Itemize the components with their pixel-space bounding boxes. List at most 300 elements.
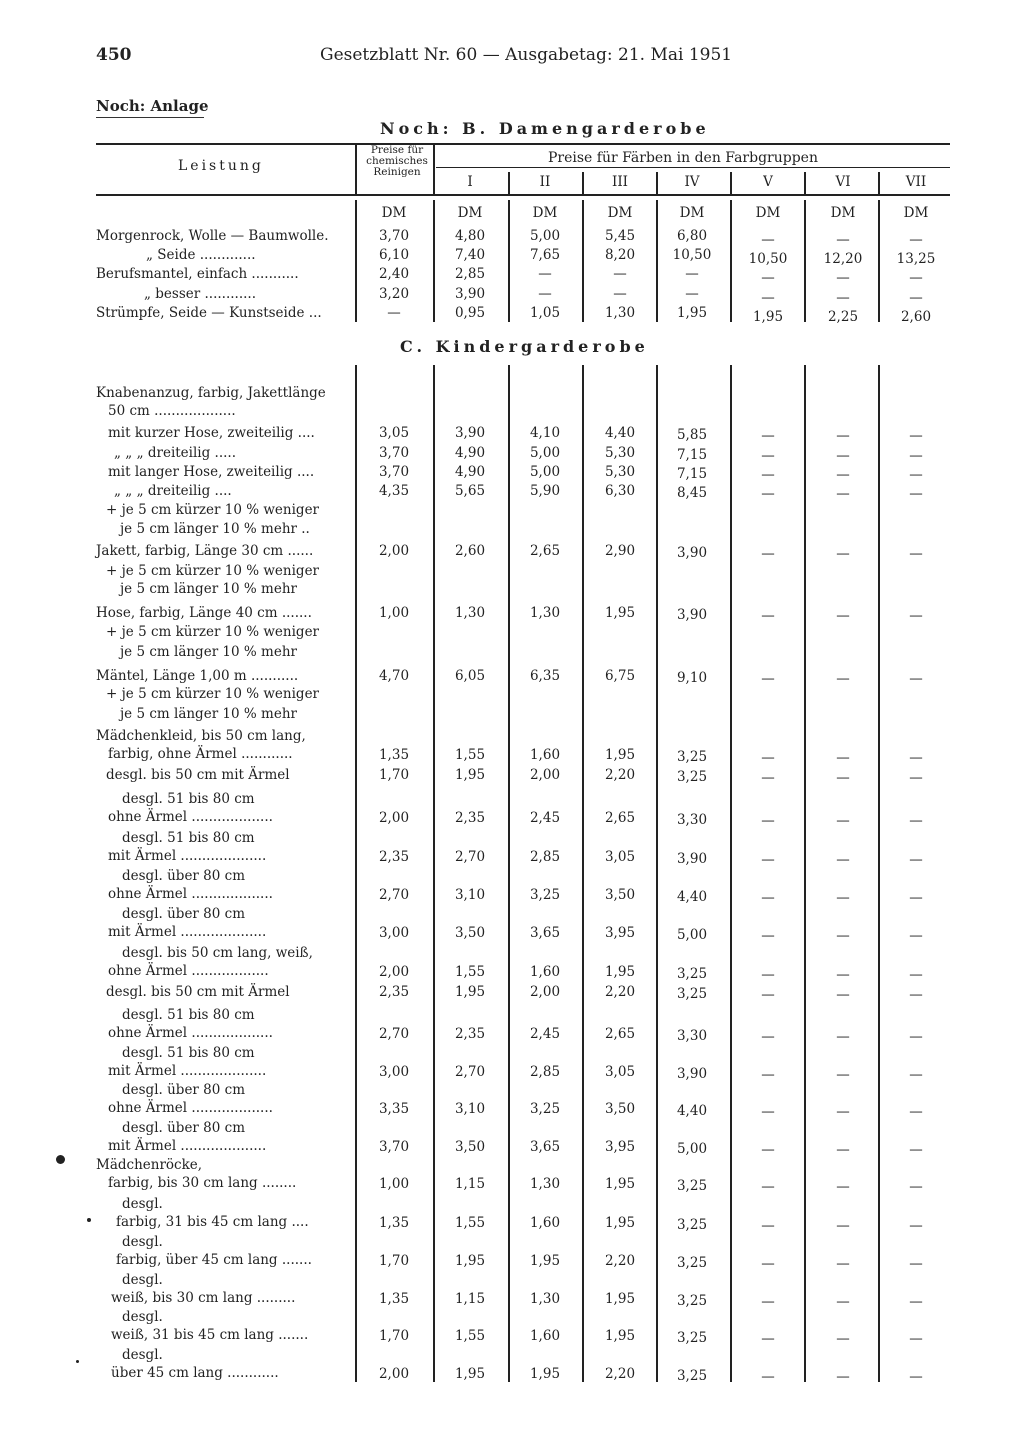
table-cell: 1,30 (529, 1291, 561, 1307)
table-cell: — (909, 1294, 923, 1310)
table-cell: 2,60 (900, 309, 932, 325)
table-cell: 2,60 (454, 543, 486, 559)
table-cell: 7,65 (529, 247, 561, 263)
table-cell: — (909, 987, 923, 1003)
table-cell: 3,10 (454, 887, 486, 903)
row-label: farbig, über 45 cm lang ....... (116, 1252, 312, 1268)
table-cell: 3,90 (676, 1066, 708, 1082)
table-cell: 1,00 (378, 1176, 410, 1192)
row-label: desgl. über 80 cm (122, 868, 246, 884)
section-b-title: Noch: B. Damengarderobe (380, 119, 710, 138)
table-cell: — (909, 750, 923, 766)
table-cell: 1,60 (529, 747, 561, 763)
table-cell: — (909, 486, 923, 502)
column-separator (804, 172, 806, 194)
table-cell: 1,60 (529, 1328, 561, 1344)
table-cell: — (761, 1142, 775, 1158)
table-cell: 3,25 (676, 966, 708, 982)
row-label: „ „ „ dreiteilig .... (114, 483, 232, 499)
table-cell: 3,10 (454, 1101, 486, 1117)
row-label: desgl. (122, 1196, 163, 1212)
table-cell: 3,05 (604, 849, 636, 865)
table-cell: 1,05 (529, 305, 561, 321)
table-cell: 2,00 (378, 543, 410, 559)
table-cell: 8,45 (676, 485, 708, 501)
table-cell: — (836, 928, 850, 944)
table-cell: — (836, 1179, 850, 1195)
table-cell: 2,20 (604, 767, 636, 783)
table-cell: 1,95 (454, 767, 486, 783)
table-cell: — (836, 428, 850, 444)
table-cell: 3,25 (676, 986, 708, 1002)
row-label: ohne Ärmel ................... (108, 886, 273, 902)
table-cell: — (909, 1142, 923, 1158)
row-label: mit Ärmel .................... (108, 1063, 267, 1079)
table-cell: — (909, 770, 923, 786)
table-cell: 1,00 (378, 605, 410, 621)
table-cell: 4,35 (378, 483, 410, 499)
column-separator (582, 365, 584, 1382)
farbgruppe-header: V (763, 174, 773, 190)
table-cell: 1,15 (454, 1291, 486, 1307)
column-separator (656, 172, 658, 194)
table-cell: 1,95 (454, 1366, 486, 1382)
table-cell: 2,70 (454, 849, 486, 865)
table-cell: 7,40 (454, 247, 486, 263)
table-cell: — (909, 1218, 923, 1234)
table-cell: — (761, 1331, 775, 1347)
margin-mark (56, 1155, 65, 1164)
table-cell: — (613, 266, 627, 282)
row-label: Knabenanzug, farbig, Jakettlänge (96, 385, 326, 401)
table-cell: 2,20 (604, 984, 636, 1000)
table-cell: — (387, 305, 401, 321)
currency-label: DM (903, 205, 929, 221)
table-cell: 3,70 (378, 464, 410, 480)
table-cell: 2,00 (378, 964, 410, 980)
row-label: Jakett, farbig, Länge 30 cm ...... (96, 543, 314, 559)
column-separator (433, 143, 435, 194)
table-cell: 3,25 (676, 1330, 708, 1346)
table-header-rule (96, 194, 950, 196)
table-cell: 5,45 (604, 228, 636, 244)
row-label: desgl. 51 bis 80 cm (122, 830, 255, 846)
row-label: desgl. bis 50 cm mit Ärmel (106, 984, 290, 1000)
table-cell: 10,50 (672, 247, 712, 263)
table-cell: 1,55 (454, 747, 486, 763)
row-label: + je 5 cm kürzer 10 % weniger (106, 624, 320, 640)
table-cell: 2,35 (454, 1026, 486, 1042)
table-cell: 1,15 (454, 1176, 486, 1192)
table-cell: 3,00 (378, 925, 410, 941)
table-cell: 5,00 (529, 464, 561, 480)
table-cell: 2,00 (529, 767, 561, 783)
table-cell: 3,25 (529, 1101, 561, 1117)
table-cell: 3,20 (378, 286, 410, 302)
table-cell: 3,65 (529, 925, 561, 941)
table-cell: 1,55 (454, 1328, 486, 1344)
farbgruppe-header: I (467, 174, 473, 190)
table-cell: 12,20 (823, 251, 863, 267)
table-cell: 3,65 (529, 1139, 561, 1155)
table-cell: 3,25 (676, 749, 708, 765)
table-cell: 2,65 (604, 810, 636, 826)
table-cell: 3,95 (604, 925, 636, 941)
table-cell: 7,15 (676, 447, 708, 463)
table-cell: — (836, 270, 850, 286)
table-cell: — (538, 286, 552, 302)
currency-label: DM (755, 205, 781, 221)
table-cell: — (836, 290, 850, 306)
table-cell: 5,65 (454, 483, 486, 499)
leistung-header: Leistung (178, 158, 264, 174)
table-cell: 4,10 (529, 425, 561, 441)
margin-mark (87, 1218, 91, 1222)
table-cell: — (761, 1104, 775, 1120)
table-cell: 1,95 (604, 1291, 636, 1307)
table-cell: — (836, 1218, 850, 1234)
row-label: desgl. bis 50 cm mit Ärmel (106, 767, 290, 783)
table-cell: 1,70 (378, 1328, 410, 1344)
row-label: + je 5 cm kürzer 10 % weniger (106, 686, 320, 702)
table-cell: 4,90 (454, 464, 486, 480)
row-label: desgl. 51 bis 80 cm (122, 1007, 255, 1023)
table-cell: — (761, 1179, 775, 1195)
column-separator (804, 365, 806, 1382)
table-cell: — (909, 290, 923, 306)
table-cell: — (761, 1256, 775, 1272)
table-cell: 3,90 (676, 607, 708, 623)
table-cell: — (836, 546, 850, 562)
table-cell: — (836, 890, 850, 906)
table-cell: 3,25 (676, 769, 708, 785)
table-cell: 1,95 (604, 1176, 636, 1192)
table-cell: 5,00 (529, 445, 561, 461)
table-cell: 3,25 (676, 1217, 708, 1233)
row-label: desgl. 51 bis 80 cm (122, 1045, 255, 1061)
table-cell: 3,90 (454, 286, 486, 302)
row-label: mit Ärmel .................... (108, 1138, 267, 1154)
column-separator (355, 365, 357, 1382)
column-separator (355, 143, 357, 194)
table-cell: — (836, 671, 850, 687)
table-cell: 1,95 (604, 605, 636, 621)
table-cell: — (538, 266, 552, 282)
farbgruppe-header: VII (905, 174, 927, 190)
chem-reinigen-header: Preise für chemisches Reinigen (366, 144, 428, 178)
table-cell: 2,90 (604, 543, 636, 559)
row-label: Mäntel, Länge 1,00 m ........... (96, 668, 299, 684)
table-cell: 3,05 (378, 425, 410, 441)
currency-label: DM (381, 205, 407, 221)
table-cell: — (761, 1369, 775, 1385)
table-cell: 1,95 (604, 1328, 636, 1344)
faerben-header: Preise für Färben in den Farbgruppen (548, 150, 818, 166)
table-cell: 3,05 (604, 1064, 636, 1080)
table-cell: 1,95 (676, 305, 708, 321)
table-cell: 2,35 (454, 810, 486, 826)
table-cell: 2,70 (454, 1064, 486, 1080)
table-top-rule (96, 143, 950, 145)
table-cell: 5,90 (529, 483, 561, 499)
table-cell: 1,95 (604, 747, 636, 763)
table-cell: — (836, 1029, 850, 1045)
table-cell: 9,10 (676, 670, 708, 686)
row-label: farbig, ohne Ärmel ............ (108, 746, 293, 762)
table-cell: — (909, 813, 923, 829)
running-title: Gesetzblatt Nr. 60 — Ausgabetag: 21. Mai 1951 (320, 45, 733, 65)
table-cell: — (909, 1256, 923, 1272)
section-c-title: C. Kindergarderobe (400, 337, 649, 356)
currency-label: DM (532, 205, 558, 221)
table-cell: 3,30 (676, 1028, 708, 1044)
table-cell: 1,55 (454, 964, 486, 980)
row-label: ohne Ärmel ................... (108, 1100, 273, 1116)
table-cell: — (909, 546, 923, 562)
table-cell: 1,35 (378, 1215, 410, 1231)
currency-label: DM (457, 205, 483, 221)
row-label: je 5 cm länger 10 % mehr .. (120, 521, 310, 537)
table-cell: 1,95 (752, 309, 784, 325)
row-label: desgl. (122, 1309, 163, 1325)
table-cell: 5,00 (676, 1141, 708, 1157)
row-label: desgl. über 80 cm (122, 1120, 246, 1136)
table-cell: — (909, 467, 923, 483)
table-cell: — (685, 286, 699, 302)
row-label: desgl. bis 50 cm lang, weiß, (122, 945, 313, 961)
row-label: je 5 cm länger 10 % mehr (120, 644, 297, 660)
table-cell: 3,70 (378, 1139, 410, 1155)
table-cell: 6,80 (676, 228, 708, 244)
table-cell: — (761, 448, 775, 464)
table-cell: — (761, 1067, 775, 1083)
table-cell: — (761, 290, 775, 306)
column-separator (730, 200, 732, 322)
row-label: ohne Ärmel ................... (108, 1025, 273, 1041)
table-cell: 2,45 (529, 1026, 561, 1042)
row-label: ohne Ärmel ................... (108, 809, 273, 825)
table-cell: 2,65 (529, 543, 561, 559)
table-cell: — (836, 1067, 850, 1083)
column-separator (878, 200, 880, 322)
column-separator (355, 200, 357, 322)
table-cell: 1,70 (378, 1253, 410, 1269)
row-label: mit langer Hose, zweiteilig .... (108, 464, 315, 480)
table-cell: — (909, 428, 923, 444)
table-cell: — (836, 813, 850, 829)
table-cell: — (909, 1104, 923, 1120)
farbgruppe-header: II (539, 174, 551, 190)
table-cell: 1,35 (378, 1291, 410, 1307)
table-cell: 2,45 (529, 810, 561, 826)
table-cell: 1,30 (529, 605, 561, 621)
table-cell: — (761, 1029, 775, 1045)
table-cell: 1,35 (378, 747, 410, 763)
table-cell: — (761, 750, 775, 766)
column-separator (508, 172, 510, 194)
table-cell: 3,90 (454, 425, 486, 441)
table-cell: 1,95 (529, 1366, 561, 1382)
row-label: „ besser ............ (144, 286, 257, 302)
table-cell: 1,60 (529, 1215, 561, 1231)
table-cell: 5,85 (676, 427, 708, 443)
table-cell: 1,30 (529, 1176, 561, 1192)
table-cell: 5,30 (604, 464, 636, 480)
table-cell: 4,90 (454, 445, 486, 461)
row-label: je 5 cm länger 10 % mehr (120, 581, 297, 597)
table-cell: 4,40 (676, 889, 708, 905)
farbgruppe-header: VI (835, 174, 851, 190)
table-cell: 2,00 (529, 984, 561, 1000)
table-cell: — (836, 1331, 850, 1347)
table-cell: — (761, 608, 775, 624)
table-cell: — (836, 1104, 850, 1120)
currency-label: DM (830, 205, 856, 221)
table-cell: — (685, 266, 699, 282)
table-cell: — (761, 890, 775, 906)
table-cell: 3,70 (378, 445, 410, 461)
table-cell: 5,00 (529, 228, 561, 244)
row-label: je 5 cm länger 10 % mehr (120, 706, 297, 722)
column-separator (878, 365, 880, 1382)
table-cell: 2,00 (378, 810, 410, 826)
table-cell: — (836, 232, 850, 248)
column-separator (730, 172, 732, 194)
table-cell: 3,25 (676, 1255, 708, 1271)
table-cell: — (909, 1369, 923, 1385)
table-cell: 1,60 (529, 964, 561, 980)
table-cell: — (909, 852, 923, 868)
table-cell: — (909, 608, 923, 624)
table-cell: 2,70 (378, 887, 410, 903)
table-cell: — (761, 1294, 775, 1310)
table-cell: — (836, 448, 850, 464)
row-label: weiß, 31 bis 45 cm lang ....... (111, 1327, 309, 1343)
row-label: weiß, bis 30 cm lang ......... (111, 1290, 296, 1306)
row-label: „ „ „ dreiteilig ..... (114, 445, 237, 461)
row-label: ohne Ärmel .................. (108, 963, 269, 979)
table-cell: 1,70 (378, 767, 410, 783)
table-cell: — (909, 1067, 923, 1083)
table-cell: — (761, 546, 775, 562)
table-cell: 2,35 (378, 849, 410, 865)
table-cell: — (836, 486, 850, 502)
table-cell: — (761, 852, 775, 868)
table-cell: 2,35 (378, 984, 410, 1000)
table-cell: 3,50 (604, 1101, 636, 1117)
table-cell: — (761, 770, 775, 786)
table-cell: — (761, 428, 775, 444)
row-label: + je 5 cm kürzer 10 % weniger (106, 502, 320, 518)
table-cell: — (836, 750, 850, 766)
table-cell: 2,20 (604, 1366, 636, 1382)
table-cell: 8,20 (604, 247, 636, 263)
table-cell: 2,85 (529, 1064, 561, 1080)
table-cell: — (761, 486, 775, 502)
column-separator (804, 200, 806, 322)
table-cell: 4,80 (454, 228, 486, 244)
table-cell: — (761, 967, 775, 983)
table-cell: 3,95 (604, 1139, 636, 1155)
table-cell: — (909, 671, 923, 687)
page-number: 450 (96, 45, 132, 65)
table-cell: — (909, 1331, 923, 1347)
table-cell: 2,20 (604, 1253, 636, 1269)
row-label: Hose, farbig, Länge 40 cm ....... (96, 605, 312, 621)
table-cell: 1,95 (454, 1253, 486, 1269)
row-label: Strümpfe, Seide — Kunstseide ... (96, 305, 322, 321)
table-cell: 2,40 (378, 266, 410, 282)
table-cell: 2,00 (378, 1366, 410, 1382)
table-cell: 3,50 (604, 887, 636, 903)
table-cell: 3,25 (676, 1178, 708, 1194)
farbgruppen-rule (436, 167, 950, 168)
row-label: desgl. über 80 cm (122, 1082, 246, 1098)
table-cell: 3,90 (676, 851, 708, 867)
farbgruppe-header: IV (684, 174, 700, 190)
farbgruppe-header: III (612, 174, 628, 190)
table-cell: 5,00 (676, 927, 708, 943)
table-cell: — (761, 987, 775, 1003)
column-separator (730, 365, 732, 1382)
table-cell: 1,95 (604, 1215, 636, 1231)
table-cell: 4,70 (378, 668, 410, 684)
row-label: über 45 cm lang ............ (111, 1365, 279, 1381)
table-cell: — (909, 967, 923, 983)
row-label: desgl. (122, 1272, 163, 1288)
table-cell: 3,50 (454, 925, 486, 941)
margin-mark (76, 1360, 79, 1363)
anlage-label: Noch: Anlage (96, 97, 209, 115)
table-cell: — (836, 967, 850, 983)
row-label: Morgenrock, Wolle — Baumwolle. (96, 228, 329, 244)
table-cell: — (761, 270, 775, 286)
table-cell: 3,25 (676, 1293, 708, 1309)
table-cell: — (909, 270, 923, 286)
table-cell: 6,30 (604, 483, 636, 499)
row-label: desgl. (122, 1347, 163, 1363)
table-cell: 3,25 (676, 1368, 708, 1384)
table-cell: 1,55 (454, 1215, 486, 1231)
table-cell: 6,10 (378, 247, 410, 263)
table-cell: — (909, 1029, 923, 1045)
table-cell: — (836, 770, 850, 786)
table-cell: — (836, 1369, 850, 1385)
table-cell: — (761, 232, 775, 248)
anlage-underline (96, 117, 204, 118)
table-cell: 3,35 (378, 1101, 410, 1117)
table-cell: 13,25 (896, 251, 936, 267)
table-cell: 3,30 (676, 812, 708, 828)
table-cell: — (909, 448, 923, 464)
table-cell: — (836, 608, 850, 624)
table-cell: — (909, 1179, 923, 1195)
table-cell: 4,40 (676, 1103, 708, 1119)
table-cell: 0,95 (454, 305, 486, 321)
table-cell: — (836, 1256, 850, 1272)
table-cell: — (613, 286, 627, 302)
table-cell: 3,70 (378, 228, 410, 244)
table-cell: 6,05 (454, 668, 486, 684)
table-cell: — (909, 928, 923, 944)
table-cell: — (909, 890, 923, 906)
row-label: + je 5 cm kürzer 10 % weniger (106, 563, 320, 579)
table-cell: 1,95 (604, 964, 636, 980)
row-label: 50 cm ................... (108, 403, 236, 419)
table-cell: 10,50 (748, 251, 788, 267)
table-cell: 3,00 (378, 1064, 410, 1080)
table-cell: 2,85 (529, 849, 561, 865)
